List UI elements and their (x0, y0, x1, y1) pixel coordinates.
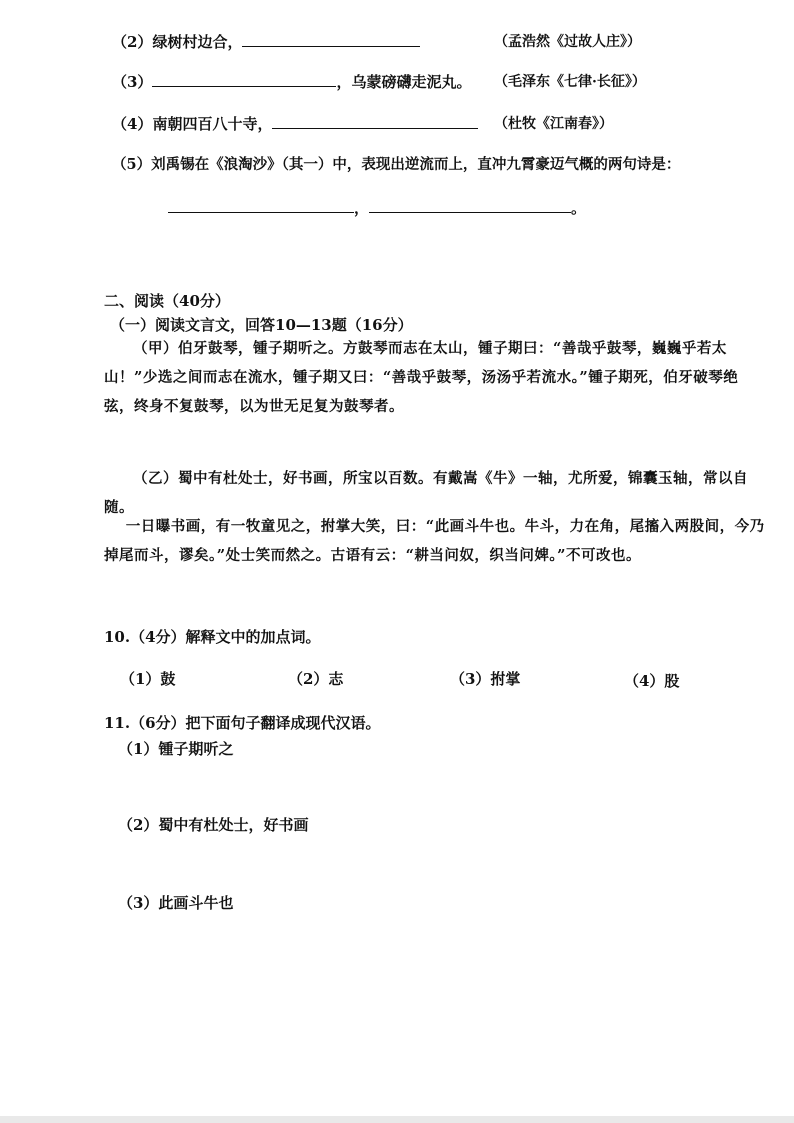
section-2-sub-1: （一）阅读文言文，回答10—13题（16分） (110, 316, 413, 334)
passage-a: （甲）伯牙鼓琴，锺子期听之。方鼓琴而志在太山，锺子期曰：“善哉乎鼓琴，巍巍乎若太山！”少选之间而志在流水，锺子期又曰：“善哉乎鼓琴，汤汤乎若流水。”锺子期死，伯牙破琴绝弦，终身不复鼓琴，以为世无足复为鼓琴者。 (104, 340, 739, 415)
question-10-title: 10.（4分）解释文中的加点词。 (104, 628, 321, 646)
poem-line-2-text: 绿树村边合， (152, 33, 243, 51)
poem-line-3-source: （毛泽东《七律·长征》） (494, 74, 646, 90)
poem-line-5-number: （5） (112, 156, 152, 173)
poem-line-5-comma: ， (354, 199, 370, 217)
poem-line-4-source: （杜牧《江南春》） (494, 116, 613, 132)
question-11-item-1: （1）锺子期听之 (118, 740, 234, 758)
poem-line-3 (112, 72, 471, 92)
poem-line-2-blank[interactable] (242, 32, 420, 47)
poem-line-2-number: （2） (112, 33, 153, 51)
page-bottom-edge (0, 1116, 794, 1123)
poem-line-4-blank[interactable] (272, 114, 478, 129)
poem-line-3-text: ，乌蒙磅礴走泥丸。 (336, 73, 472, 91)
poem-line-4-number: （4） (112, 115, 153, 133)
question-10-item-4: （4）股 (624, 672, 680, 690)
poem-line-3-blank[interactable] (152, 72, 336, 87)
poem-line-5-answers (168, 198, 586, 218)
question-11-title: 11.（6分）把下面句子翻译成现代汉语。 (104, 714, 381, 732)
poem-line-4-text: 南朝四百八十寺， (152, 115, 273, 133)
poem-line-5-blank-2[interactable] (369, 198, 571, 213)
poem-line-2 (112, 32, 420, 52)
question-10-item-3: （3）拊掌 (450, 670, 521, 688)
passage-b-para-2: 一日曝书画，有一牧童见之，拊掌大笑，曰：“此画斗牛也。牛斗，力在角，尾搐入两股间，今乃掉尾而斗，谬矣。”处士笑而然之。古语有云：“耕当问奴，织当问婢。”不可改也。 (104, 518, 765, 564)
question-10-item-1: （1）鼓 (120, 670, 176, 688)
question-11-item-3: （3）此画斗牛也 (118, 894, 234, 912)
poem-line-3-number: （3） (112, 73, 153, 91)
passage-b-para-1: （乙）蜀中有杜处士，好书画，所宝以百数。有戴嵩《牛》一轴，尤所爱，锦囊玉轴，常以自随。 (104, 470, 748, 516)
question-11-item-2: （2）蜀中有杜处士，好书画 (118, 816, 309, 834)
poem-line-5-blank-1[interactable] (168, 198, 354, 213)
section-2-title: 二、阅读（40分） (104, 292, 230, 310)
poem-line-2-source: （孟浩然《过故人庄》） (494, 34, 641, 50)
question-10-item-2: （2）志 (288, 670, 344, 688)
poem-line-5 (112, 155, 680, 175)
poem-line-5-text: 刘禹锡在《浪淘沙》（其一）中，表现出逆流而上，直冲九霄豪迈气概的两句诗是： (151, 156, 681, 173)
poem-line-4 (112, 114, 478, 134)
poem-line-5-period: 。 (571, 199, 587, 217)
